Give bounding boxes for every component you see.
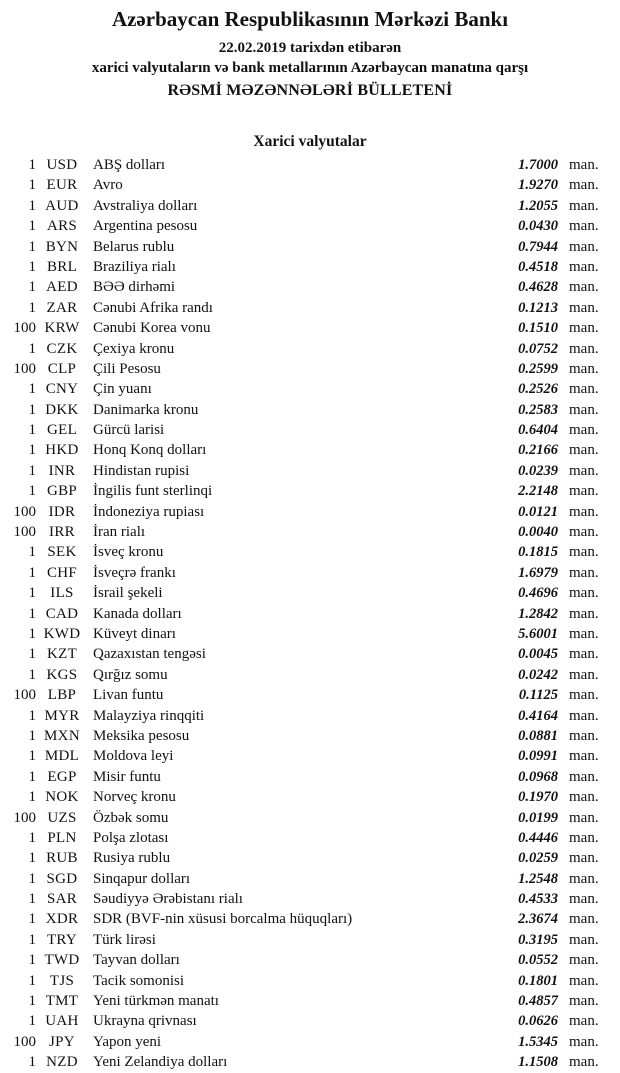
unit-quantity: 1 bbox=[28, 768, 36, 785]
table-row bbox=[0, 767, 620, 787]
manat-label: man. bbox=[569, 809, 599, 826]
manat-label: man. bbox=[569, 768, 599, 785]
rate-value: 1.5345 bbox=[518, 1033, 558, 1050]
currency-name: Hindistan rupisi bbox=[93, 462, 190, 479]
bulletin-title: RƏSMİ MƏZƏNNƏLƏRİ BÜLLETENİ bbox=[167, 82, 453, 99]
currency-code: CLP bbox=[47, 360, 77, 377]
rate-value: 0.0199 bbox=[518, 809, 558, 826]
manat-label: man. bbox=[569, 320, 599, 337]
rate-value: 0.4533 bbox=[518, 891, 558, 908]
currency-name: Çin yuanı bbox=[93, 381, 152, 398]
currency-code: BYN bbox=[45, 238, 79, 255]
unit-quantity: 1 bbox=[28, 1013, 36, 1030]
unit-quantity: 100 bbox=[13, 320, 36, 337]
manat-label: man. bbox=[569, 972, 599, 989]
manat-label: man. bbox=[569, 931, 599, 948]
unit-quantity: 1 bbox=[28, 870, 36, 887]
rate-value: 0.0045 bbox=[518, 646, 558, 663]
table-row bbox=[0, 991, 620, 1011]
rate-value: 1.2055 bbox=[518, 197, 558, 214]
unit-quantity: 100 bbox=[13, 524, 36, 541]
unit-quantity: 1 bbox=[28, 625, 36, 642]
unit-quantity: 1 bbox=[28, 646, 36, 663]
manat-label: man. bbox=[569, 340, 599, 357]
rate-value: 0.0626 bbox=[518, 1013, 558, 1030]
currency-name: BƏƏ dirhəmi bbox=[93, 279, 176, 296]
currency-name: Kanada dolları bbox=[93, 605, 182, 622]
table-row bbox=[0, 542, 620, 562]
rate-value: 0.0259 bbox=[518, 850, 558, 867]
currency-name: Argentina pesosu bbox=[93, 218, 198, 235]
unit-quantity: 1 bbox=[28, 952, 36, 969]
table-row bbox=[0, 930, 620, 950]
currency-name: Yeni Zelandiya dolları bbox=[93, 1054, 228, 1071]
currency-code: GEL bbox=[46, 422, 78, 439]
manat-label: man. bbox=[569, 952, 599, 969]
unit-quantity: 1 bbox=[28, 381, 36, 398]
unit-quantity: 1 bbox=[28, 727, 36, 744]
currency-code: MDL bbox=[44, 748, 80, 765]
manat-label: man. bbox=[569, 829, 599, 846]
table-row bbox=[0, 706, 620, 726]
rate-value: 1.1508 bbox=[518, 1054, 558, 1071]
table-row bbox=[0, 583, 620, 603]
manat-label: man. bbox=[569, 646, 599, 663]
currency-code: MXN bbox=[44, 727, 80, 744]
manat-label: man. bbox=[569, 585, 599, 602]
unit-quantity: 1 bbox=[28, 483, 36, 500]
currency-code: KWD bbox=[43, 625, 81, 642]
currency-name: Misir funtu bbox=[93, 768, 161, 785]
manat-label: man. bbox=[569, 524, 599, 541]
manat-label: man. bbox=[569, 687, 599, 704]
manat-label: man. bbox=[569, 483, 599, 500]
currency-name: Belarus rublu bbox=[93, 238, 175, 255]
manat-label: man. bbox=[569, 442, 599, 459]
table-row bbox=[0, 277, 620, 297]
currency-name: Sinqapur dolları bbox=[93, 870, 191, 887]
currency-code: AED bbox=[46, 279, 78, 296]
unit-quantity: 1 bbox=[28, 850, 36, 867]
manat-label: man. bbox=[569, 789, 599, 806]
unit-quantity: 1 bbox=[28, 279, 36, 296]
rate-value: 0.0121 bbox=[518, 503, 558, 520]
currency-name: Türk lirəsi bbox=[93, 931, 156, 948]
currency-code: IRR bbox=[49, 524, 75, 541]
table-row bbox=[0, 339, 620, 359]
table-row bbox=[0, 461, 620, 481]
rate-value: 0.0752 bbox=[518, 340, 558, 357]
unit-quantity: 1 bbox=[28, 748, 36, 765]
currency-code: SAR bbox=[46, 891, 78, 908]
table-row bbox=[0, 298, 620, 318]
unit-quantity: 1 bbox=[28, 157, 36, 173]
currency-name: Ukrayna qrivnası bbox=[93, 1013, 197, 1030]
currency-code: CHF bbox=[46, 564, 78, 581]
unit-quantity: 100 bbox=[13, 809, 36, 826]
currency-name: İsrail şekeli bbox=[93, 585, 163, 602]
table-row bbox=[0, 909, 620, 929]
manat-label: man. bbox=[569, 870, 599, 887]
currency-name: İsveçrə frankı bbox=[93, 564, 176, 581]
unit-quantity: 1 bbox=[28, 340, 36, 357]
rate-value: 0.0430 bbox=[518, 218, 558, 235]
currency-code: GBP bbox=[46, 483, 78, 500]
rate-value: 0.2526 bbox=[518, 381, 558, 398]
rate-value: 0.0552 bbox=[518, 952, 558, 969]
currency-code: KRW bbox=[44, 320, 80, 337]
rate-value: 0.1510 bbox=[518, 320, 558, 337]
currency-name: Moldova leyi bbox=[93, 748, 174, 765]
currency-code: TJS bbox=[49, 972, 75, 989]
rate-value: 0.1125 bbox=[518, 687, 558, 704]
currency-name: Çili Pesosu bbox=[93, 360, 161, 377]
manat-label: man. bbox=[569, 462, 599, 479]
rate-value: 2.3674 bbox=[518, 911, 558, 928]
currency-name: Cənubi Korea vonu bbox=[93, 320, 211, 337]
manat-label: man. bbox=[569, 1033, 599, 1050]
rate-value: 0.0242 bbox=[518, 666, 558, 683]
manat-label: man. bbox=[569, 401, 599, 418]
currency-code: CNY bbox=[45, 381, 79, 398]
rate-value: 0.2599 bbox=[518, 360, 558, 377]
rate-value: 0.7944 bbox=[518, 238, 558, 255]
currency-name: Tacik somonisi bbox=[93, 972, 185, 989]
table-row bbox=[0, 889, 620, 909]
currency-name: Meksika pesosu bbox=[93, 727, 190, 744]
manat-label: man. bbox=[569, 605, 599, 622]
currency-code: KGS bbox=[46, 666, 78, 683]
manat-label: man. bbox=[569, 625, 599, 642]
bank-name: Azərbaycan Respublikasının Mərkəzi Bankı bbox=[111, 7, 509, 31]
currency-name: Çexiya kronu bbox=[93, 340, 175, 357]
rate-value: 0.2583 bbox=[518, 401, 558, 418]
currency-code: UZS bbox=[47, 809, 77, 826]
currency-code: EUR bbox=[46, 177, 78, 194]
unit-quantity: 1 bbox=[28, 1054, 36, 1071]
currency-code: NZD bbox=[46, 1054, 78, 1071]
currency-name: Yapon yeni bbox=[93, 1033, 162, 1050]
rate-value: 0.4696 bbox=[518, 585, 558, 602]
rate-value: 0.0991 bbox=[518, 748, 558, 765]
currency-code: UAH bbox=[45, 1013, 79, 1030]
rate-value: 0.0239 bbox=[518, 462, 558, 479]
rate-value: 2.2148 bbox=[518, 483, 558, 500]
currency-code: CAD bbox=[45, 605, 79, 622]
unit-quantity: 1 bbox=[28, 299, 36, 316]
currency-code: ZAR bbox=[46, 299, 78, 316]
currency-code: ILS bbox=[50, 585, 74, 602]
unit-quantity: 1 bbox=[28, 197, 36, 214]
manat-label: man. bbox=[569, 727, 599, 744]
rate-value: 0.4164 bbox=[518, 707, 558, 724]
table-row bbox=[0, 828, 620, 848]
manat-label: man. bbox=[569, 1013, 599, 1030]
rate-value: 0.4857 bbox=[518, 993, 558, 1010]
currency-name: Gürcü larisi bbox=[93, 422, 165, 439]
currency-name: İran rialı bbox=[93, 524, 146, 541]
currency-name: Qazaxıstan tengəsi bbox=[93, 646, 206, 663]
currency-name: İsveç kronu bbox=[93, 544, 164, 561]
currency-code: AUD bbox=[45, 197, 79, 214]
table-row bbox=[0, 950, 620, 970]
rate-value: 0.1801 bbox=[518, 972, 558, 989]
rate-value: 0.2166 bbox=[518, 442, 558, 459]
manat-label: man. bbox=[569, 850, 599, 867]
table-row bbox=[0, 746, 620, 766]
currency-name: Özbək somu bbox=[93, 809, 169, 826]
manat-label: man. bbox=[569, 360, 599, 377]
rate-value: 0.6404 bbox=[518, 422, 558, 439]
currency-name: Rusiya rublu bbox=[93, 850, 171, 867]
manat-label: man. bbox=[569, 279, 599, 296]
unit-quantity: 1 bbox=[28, 238, 36, 255]
document-header bbox=[0, 6, 620, 102]
manat-label: man. bbox=[569, 218, 599, 235]
currency-name: Honq Konq dolları bbox=[93, 442, 207, 459]
currency-code: JPY bbox=[49, 1033, 75, 1050]
table-row bbox=[0, 481, 620, 501]
table-row bbox=[0, 237, 620, 257]
manat-label: man. bbox=[569, 891, 599, 908]
currency-code: BRL bbox=[46, 258, 78, 275]
unit-quantity: 1 bbox=[28, 605, 36, 622]
manat-label: man. bbox=[569, 381, 599, 398]
table-row bbox=[0, 563, 620, 583]
unit-quantity: 1 bbox=[28, 585, 36, 602]
rate-value: 1.2842 bbox=[518, 605, 558, 622]
effective-date-line: 22.02.2019 tarixdən etibarən bbox=[218, 40, 402, 56]
currency-code: DKK bbox=[45, 401, 79, 418]
unit-quantity: 1 bbox=[28, 401, 36, 418]
table-row bbox=[0, 400, 620, 420]
rate-value: 1.7000 bbox=[518, 157, 558, 173]
currency-name: Avro bbox=[93, 177, 123, 194]
currency-code: LBP bbox=[47, 687, 77, 704]
currency-name: Səudiyyə Ərəbistanı rialı bbox=[93, 891, 243, 908]
manat-label: man. bbox=[569, 299, 599, 316]
currency-name: Braziliya rialı bbox=[93, 258, 176, 275]
rate-value: 1.2548 bbox=[518, 870, 558, 887]
manat-label: man. bbox=[569, 564, 599, 581]
currency-name: SDR (BVF-nin xüsusi borcalma hüquqları) bbox=[93, 911, 353, 928]
currency-name: Malayziya rinqqiti bbox=[93, 707, 205, 724]
currency-name: İndoneziya rupiası bbox=[93, 503, 205, 520]
unit-quantity: 100 bbox=[13, 687, 36, 704]
currency-name: Avstraliya dolları bbox=[93, 197, 198, 214]
currency-code: IDR bbox=[48, 503, 76, 520]
currency-code: CZK bbox=[46, 340, 78, 357]
table-row bbox=[0, 869, 620, 889]
table-row bbox=[0, 522, 620, 542]
rate-value: 1.9270 bbox=[518, 177, 558, 194]
rate-value: 0.3195 bbox=[518, 931, 558, 948]
rate-value: 0.4518 bbox=[518, 258, 558, 275]
currency-code: TWD bbox=[44, 952, 80, 969]
unit-quantity: 100 bbox=[13, 360, 36, 377]
table-row bbox=[0, 1011, 620, 1031]
currency-code: USD bbox=[46, 157, 78, 173]
section-title-foreign-currencies: Xarici valyutalar bbox=[253, 133, 367, 150]
unit-quantity: 1 bbox=[28, 462, 36, 479]
manat-label: man. bbox=[569, 993, 599, 1010]
table-row bbox=[0, 1032, 620, 1052]
currency-code: NOK bbox=[45, 789, 79, 806]
table-row bbox=[0, 787, 620, 807]
unit-quantity: 1 bbox=[28, 422, 36, 439]
currency-code: XDR bbox=[45, 911, 79, 928]
manat-label: man. bbox=[569, 422, 599, 439]
rate-value: 5.6001 bbox=[518, 625, 558, 642]
table-row bbox=[0, 318, 620, 338]
table-row bbox=[0, 216, 620, 236]
currency-name: ABŞ dolları bbox=[93, 157, 166, 173]
table-row bbox=[0, 155, 620, 175]
currency-name: Qırğız somu bbox=[93, 666, 168, 683]
table-row bbox=[0, 808, 620, 828]
manat-label: man. bbox=[569, 177, 599, 194]
table-row bbox=[0, 440, 620, 460]
unit-quantity: 1 bbox=[28, 707, 36, 724]
unit-quantity: 1 bbox=[28, 993, 36, 1010]
currency-code: KZT bbox=[46, 646, 78, 663]
manat-label: man. bbox=[569, 666, 599, 683]
table-row bbox=[0, 175, 620, 195]
currency-code: MYR bbox=[44, 707, 80, 724]
manat-label: man. bbox=[569, 748, 599, 765]
rates-table bbox=[0, 155, 620, 1073]
table-row bbox=[0, 196, 620, 216]
currency-code: EGP bbox=[47, 768, 77, 785]
table-row bbox=[0, 726, 620, 746]
table-row bbox=[0, 624, 620, 644]
manat-label: man. bbox=[569, 1054, 599, 1071]
currency-name: Livan funtu bbox=[93, 687, 164, 704]
currency-code: ARS bbox=[46, 218, 78, 235]
table-row bbox=[0, 359, 620, 379]
unit-quantity: 1 bbox=[28, 544, 36, 561]
unit-quantity: 1 bbox=[28, 931, 36, 948]
manat-label: man. bbox=[569, 197, 599, 214]
unit-quantity: 1 bbox=[28, 666, 36, 683]
currency-name: Cənubi Afrika randı bbox=[93, 299, 213, 316]
unit-quantity: 100 bbox=[13, 1033, 36, 1050]
currency-code: SEK bbox=[47, 544, 77, 561]
unit-quantity: 1 bbox=[28, 442, 36, 459]
currency-name: Küveyt dinarı bbox=[93, 625, 176, 642]
table-row bbox=[0, 257, 620, 277]
currency-name: Polşa zlotası bbox=[93, 829, 169, 846]
manat-label: man. bbox=[569, 544, 599, 561]
currency-code: RUB bbox=[46, 850, 78, 867]
table-row bbox=[0, 379, 620, 399]
manat-label: man. bbox=[569, 503, 599, 520]
rate-value: 0.1213 bbox=[518, 299, 558, 316]
table-row bbox=[0, 644, 620, 664]
currency-name: İngilis funt sterlinqi bbox=[93, 483, 213, 500]
unit-quantity: 1 bbox=[28, 829, 36, 846]
unit-quantity: 1 bbox=[28, 258, 36, 275]
table-row bbox=[0, 971, 620, 991]
table-row bbox=[0, 685, 620, 705]
table-row bbox=[0, 848, 620, 868]
currency-code: INR bbox=[48, 462, 76, 479]
rate-value: 0.1815 bbox=[518, 544, 558, 561]
manat-label: man. bbox=[569, 911, 599, 928]
rate-value: 0.1970 bbox=[518, 789, 558, 806]
rate-value: 1.6979 bbox=[518, 564, 558, 581]
table-row bbox=[0, 604, 620, 624]
currency-name: Danimarka kronu bbox=[93, 401, 199, 418]
subtitle-line: xarici valyutaların və bank metallarının Azərbaycan manatına qarşı bbox=[91, 60, 529, 76]
currency-code: PLN bbox=[47, 829, 77, 846]
unit-quantity: 100 bbox=[13, 503, 36, 520]
rate-value: 0.4446 bbox=[518, 829, 558, 846]
currency-code: TMT bbox=[45, 993, 79, 1010]
unit-quantity: 1 bbox=[28, 911, 36, 928]
currency-name: Norveç kronu bbox=[93, 789, 176, 806]
manat-label: man. bbox=[569, 707, 599, 724]
rate-value: 0.0881 bbox=[518, 727, 558, 744]
table-row bbox=[0, 1052, 620, 1072]
rate-value: 0.4628 bbox=[518, 279, 558, 296]
unit-quantity: 1 bbox=[28, 564, 36, 581]
manat-label: man. bbox=[569, 258, 599, 275]
rate-value: 0.0040 bbox=[518, 524, 558, 541]
currency-name: Tayvan dolları bbox=[93, 952, 180, 969]
table-row bbox=[0, 665, 620, 685]
manat-label: man. bbox=[569, 157, 599, 173]
rate-value: 0.0968 bbox=[518, 768, 558, 785]
table-row bbox=[0, 420, 620, 440]
unit-quantity: 1 bbox=[28, 789, 36, 806]
currency-code: HKD bbox=[45, 442, 79, 459]
unit-quantity: 1 bbox=[28, 972, 36, 989]
currency-code: TRY bbox=[46, 931, 78, 948]
unit-quantity: 1 bbox=[28, 177, 36, 194]
unit-quantity: 1 bbox=[28, 218, 36, 235]
table-row bbox=[0, 502, 620, 522]
currency-name: Yeni türkmən manatı bbox=[93, 993, 219, 1010]
manat-label: man. bbox=[569, 238, 599, 255]
unit-quantity: 1 bbox=[28, 891, 36, 908]
currency-code: SGD bbox=[46, 870, 78, 887]
